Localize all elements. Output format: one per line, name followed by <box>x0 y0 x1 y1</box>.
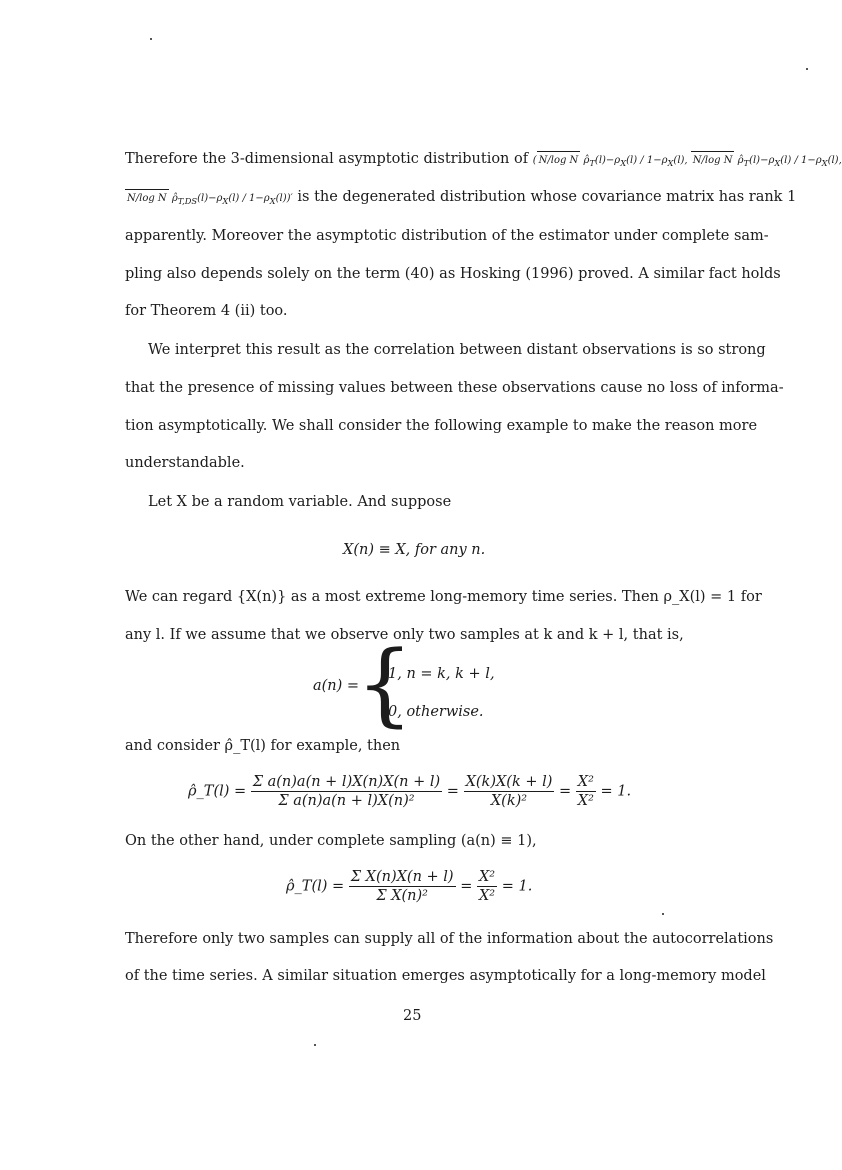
equals-sign: = <box>460 878 473 895</box>
paragraph-line: On the other hand, under complete sampling (a(n) ≡ 1), <box>125 833 537 849</box>
equals-sign: = <box>446 783 459 800</box>
equation <box>188 773 631 810</box>
paragraph-line: Let X be a random variable. And suppose <box>148 494 452 510</box>
equation-end: = 1. <box>600 783 632 800</box>
scan-speck <box>150 38 152 40</box>
equation-case: 1, n = k, k + l, <box>388 666 495 682</box>
equation-lhs: ρ̂_T(l) = <box>286 878 345 895</box>
fraction: $\frac{\text{Σ a(n)a(n + l)X(n)X(n + l)}}{\text{Σ a(n)a(n + l)X(n)²}}$ <box>252 774 441 809</box>
paragraph-line: tion asymptotically. We shall consider the following example to make the reason more <box>125 418 758 434</box>
paragraph-line: any l. If we assume that we observe only two samples at k and k + l, that is, <box>125 627 684 643</box>
scan-speck <box>806 68 808 70</box>
equation: X(n) ≡ X, for any n. <box>343 542 486 558</box>
text-span: is the degenerated distribution whose covariance matrix has rank 1 <box>297 189 797 205</box>
paragraph-line: understandable. <box>125 455 245 471</box>
paragraph-line: pling also depends solely on the term (40) as Hosking (1996) proved. A similar fact holds <box>125 266 781 282</box>
paragraph-line: that the presence of missing values between these observations cause no loss of informa- <box>125 380 784 396</box>
scan-speck <box>314 1044 316 1046</box>
paragraph-line: We interpret this result as the correlation between distant observations is so strong <box>148 342 766 358</box>
equation-case: 0, otherwise. <box>388 704 484 720</box>
paragraph-line: for Theorem 4 (ii) too. <box>125 303 288 319</box>
equation-lhs: a(n) = <box>313 678 360 694</box>
paragraph-line: apparently. Moreover the asymptotic distribution of the estimator under complete sam- <box>125 228 769 244</box>
fraction: $\frac{\text{X²}}{\text{X²}}$ <box>577 774 594 809</box>
page-number: 25 <box>403 1008 422 1024</box>
paragraph-line: of the time series. A similar situation emerges asymptotically for a long-memory model <box>125 968 766 984</box>
inline-formula: ( N/log N $\rhô_T(l)-\rho_X(l) / 1-\rho_X(l)$, N/log N $\rhô_T(l)-\rho_X(l) / 1-\rho_X(l)$, <box>533 155 842 166</box>
equation <box>286 868 532 905</box>
paragraph-line: Therefore only two samples can supply all of the information about the autocorrelations <box>125 931 774 947</box>
brace-symbol: { <box>356 632 414 737</box>
equals-sign: = <box>559 783 572 800</box>
paragraph-line <box>125 188 797 210</box>
paragraph-line: We can regard {X(n)} as a most extreme long-memory time series. Then ρ_X(l) = 1 for <box>125 589 762 605</box>
inline-formula: N/log N $\rhô_{T,DS}(l)-\rho_X(l) / 1-\rho_X(l))'$ <box>125 193 293 204</box>
scan-speck <box>662 913 664 915</box>
paragraph-line: and consider ρ̂_T(l) for example, then <box>125 738 401 754</box>
equation-lhs: ρ̂_T(l) = <box>188 783 247 800</box>
fraction: $\frac{\text{Σ X(n)X(n + l)}}{\text{Σ X(n)²}}$ <box>350 869 454 904</box>
fraction: $\frac{\text{X²}}{\text{X²}}$ <box>478 869 496 904</box>
text-span: Therefore the 3-dimensional asymptotic distribution of <box>125 151 529 167</box>
paragraph-line <box>125 150 842 172</box>
fraction: $\frac{X(k)X(k + l)}{\text{X(k)²}}$ <box>465 774 553 809</box>
equation-end: = 1. <box>501 878 533 895</box>
